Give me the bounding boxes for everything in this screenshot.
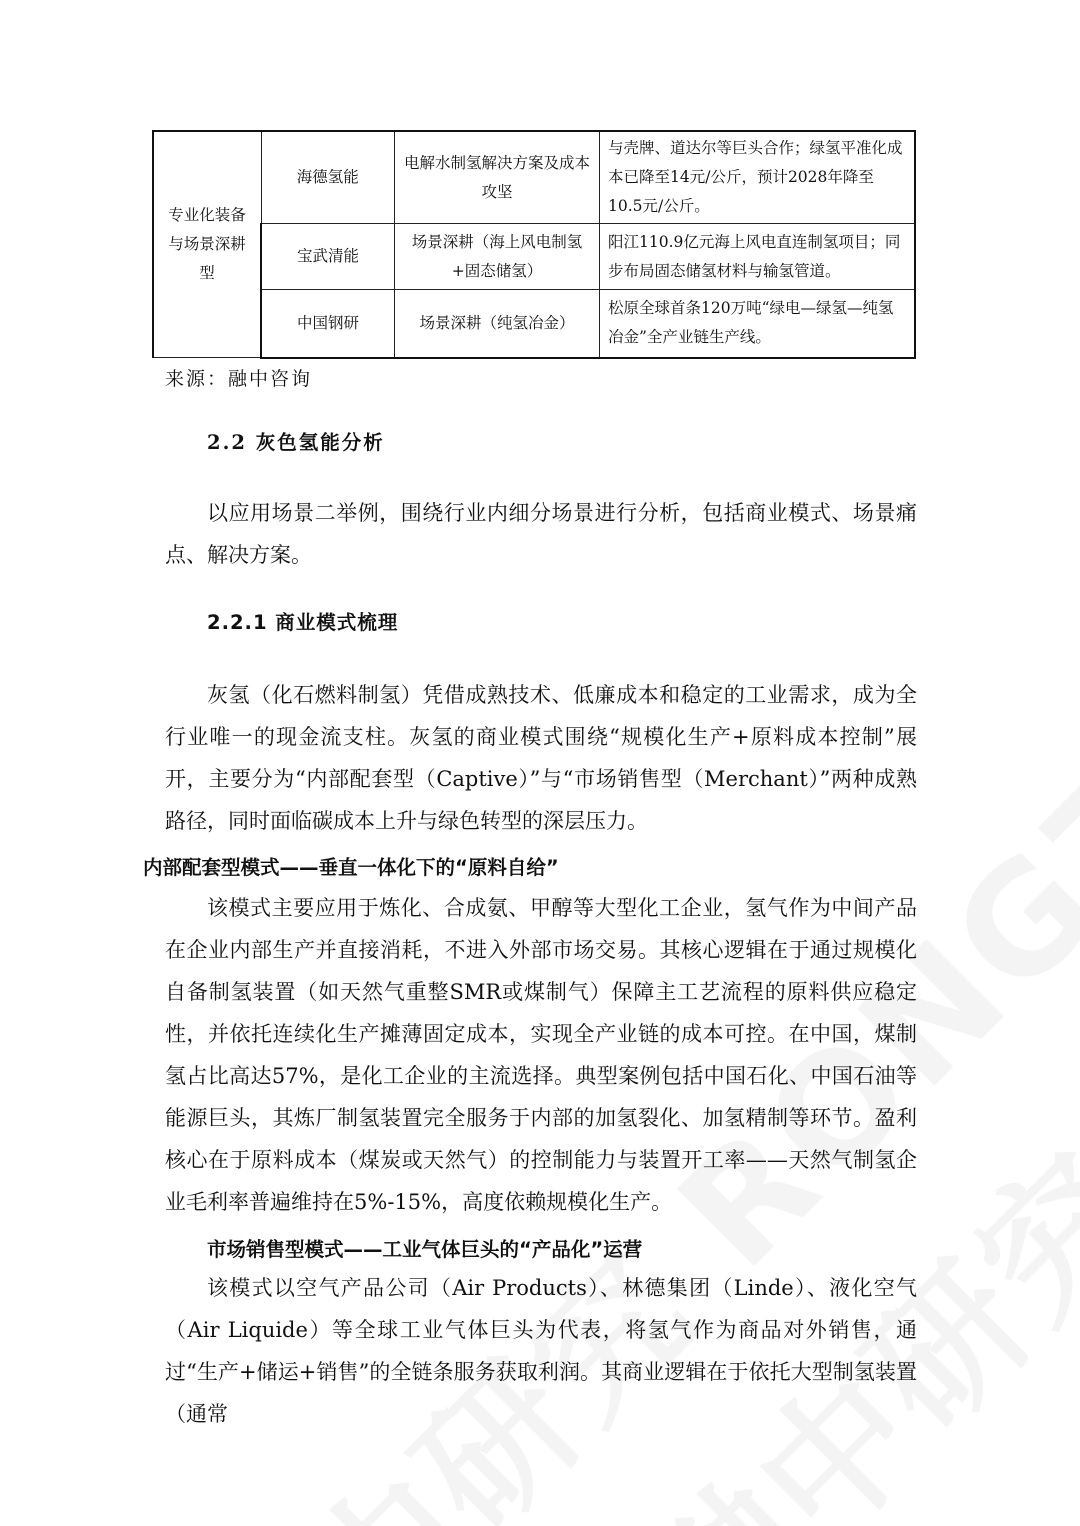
table-row	[153, 224, 915, 290]
direction-cell: 电解水制氢解决方案及成本攻坚	[395, 131, 600, 224]
detail-cell: 松原全球首条120万吨“绿电—绿氢—纯氢冶金”全产业链生产线。	[600, 290, 916, 358]
section-heading-2-2-1: 2.2.1 商业模式梳理	[207, 611, 399, 634]
merchant-model-heading: 市场销售型模式——工业气体巨头的“产品化”运营	[207, 1238, 643, 1261]
group-label-cell: 专业化装备与场景深耕型	[153, 131, 261, 358]
company-cell: 宝武清能	[261, 224, 395, 290]
intro-paragraph: 以应用场景二举例，围绕行业内细分场景进行分析，包括商业模式、场景痛点、解决方案。	[165, 501, 917, 567]
company-cell: 中国钢研	[261, 290, 395, 358]
detail-cell: 与壳牌、道达尔等巨头合作；绿氢平准化成本已降至14元/公斤，预计2028年降至10.5元/公斤。	[600, 131, 916, 224]
merchant-model-paragraph: 该模式以空气产品公司（Air Products）、林德集团（Linde）、液化空气（Air Liquide）等全球工业气体巨头为代表，将氢气作为商品对外销售，通过“生产+储运+销售”的全链条服务获取利润。其商业逻辑在于依托大型制氢装置（通常	[165, 1276, 917, 1426]
company-table	[152, 130, 916, 359]
section-heading-2-2: 2.2 灰色氢能分析	[207, 431, 385, 454]
table-row	[153, 131, 915, 224]
table-source: 来源：融中咨询	[165, 368, 313, 390]
table-row	[153, 290, 915, 358]
direction-cell: 场景深耕（海上风电制氢+固态储氢）	[395, 224, 600, 290]
grey-hydrogen-paragraph: 灰氢（化石燃料制氢）凭借成熟技术、低廉成本和稳定的工业需求，成为全行业唯一的现金流支柱。灰氢的商业模式围绕“规模化生产+原料成本控制”展开，主要分为“内部配套型（Captive）”与“市场销售型（Merchant）”两种成熟路径，同时面临碳成本上升与绿色转型的深层压力。	[165, 683, 917, 833]
captive-model-heading: 内部配套型模式——垂直一体化下的“原料自给”	[143, 856, 559, 879]
detail-cell: 阳江110.9亿元海上风电直连制氢项目；同步布局固态储氢材料与输氢管道。	[600, 224, 916, 290]
captive-model-paragraph: 该模式主要应用于炼化、合成氨、甲醇等大型化工企业，氢气作为中间产品在企业内部生产并直接消耗，不进入外部市场交易。其核心逻辑在于通过规模化自备制氢装置（如天然气重整SMR或煤制气）保障主工艺流程的原料供应稳定性，并依托连续化生产摊薄固定成本，实现全产业链的成本可控。在中国，煤制氢占比高达57%，是化工企业的主流选择。典型案例包括中国石化、中国石油等能源巨头，其炼厂制氢装置完全服务于内部的加氢裂化、加氢精制等环节。盈利核心在于原料成本（煤炭或天然气）的控制能力与装置开工率——天然气制氢企业毛利率普遍维持在5%-15%，高度依赖规模化生产。	[165, 896, 917, 1214]
direction-cell: 场景深耕（纯氢冶金）	[395, 290, 600, 358]
company-cell: 海德氢能	[261, 131, 395, 224]
